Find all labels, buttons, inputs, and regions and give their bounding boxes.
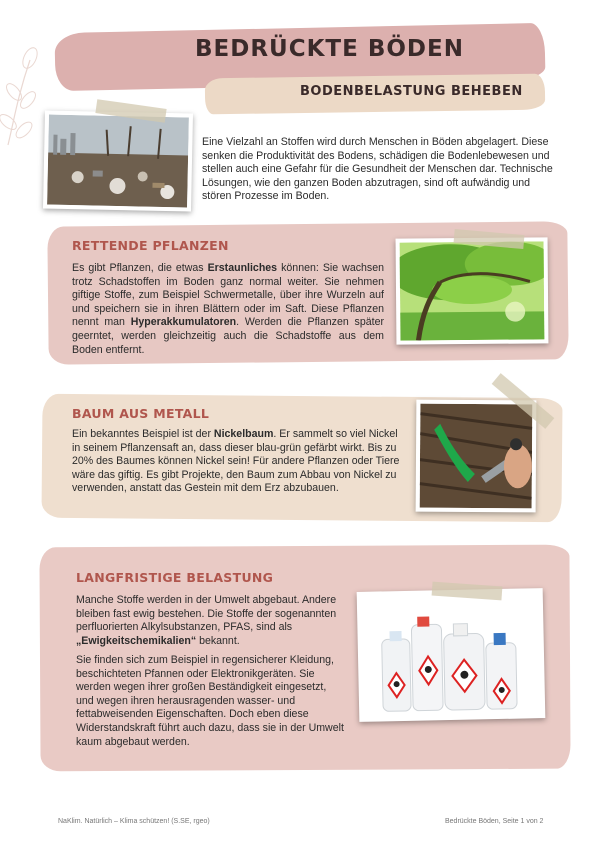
photo-nickel-tree-sap xyxy=(416,400,537,513)
footer-left: NaKlim. Natürlich – Klima schützen! (S.SE, rgeo) xyxy=(58,818,210,825)
section-heading-metal-tree: BAUM AUS METALL xyxy=(72,406,210,421)
section-text-metal-tree: Ein bekanntes Beispiel ist der Nickelbaum. Er sammelt so viel Nickel in seinem Pflanzensaft an, dass dieser blau-grün gefärbt wirkt. Bis zu 20% des Baumes können Nickel sein! Für andere Pflanzen oder Tiere wäre das giftig. Es gibt Projekte, den Baum zum Abbau von Nickel zu verwenden, anstatt das Gestein mit dem Erz abzubauen. xyxy=(72,428,400,495)
section-text-long-term-2: Sie finden sich zum Beispiel in regensicherer Kleidung, beschichteten Pfannen oder Elektronikgeräten. Sie werden wegen ihrer großen Beständigkeit eingesetzt, und wegen ihren herausragenden wasser- und fettabweisenden Eigenschaften. Doch eben diese Widerstandskraft führt auch dazu, dass sie in der Umwelt kaum abgebaut werden. xyxy=(76,654,344,748)
footer-right: Bedrückte Böden, Seite 1 von 2 xyxy=(445,818,544,825)
photo-green-tree xyxy=(396,237,549,344)
section-text-plants: Es gibt Pflanzen, die etwas Erstaunliches können: Sie wachsen trotz Schadstoffen im Boden ganz normal weiter. Sie nehmen giftige Stoffe, zum Beispiel Schwermetalle, über ihre Wurzeln auf und speichern sie in ihren Blättern oder im Saft. Diese Pflanzen nennt man Hyperakkumulatoren. Werden die Pflanzen später geerntet, werden gleichzeitig auch die Schadstoffe aus dem Boden entfernt. xyxy=(72,262,384,356)
intro-paragraph: Eine Vielzahl an Stoffen wird durch Menschen in Böden abgelagert. Diese senken die Produktivität des Bodens, schädigen die Bodenlebewesen und stellen auch eine Gefahr für die Gesundheit der Menschen dar. Technische Lösungen, wie den ganzen Boden abzutragen, sind oft aufwändig und stören Prozesse im Boden. xyxy=(202,136,553,203)
section-text-long-term-1: Manche Stoffe werden in der Umwelt abgebaut. Andere bleiben fast ewig bestehen. Die Stoffe der sogenannten perfluorierten Alkylsubstanzen, PFAS, sind als „Ewigkeitschemikalien“ bekannt. xyxy=(76,594,337,647)
leaf-branch-icon xyxy=(0,40,46,150)
photo-polluted-soil xyxy=(43,110,193,211)
page-title: BEDRÜCKTE BÖDEN xyxy=(195,36,464,62)
section-heading-plants: RETTENDE PFLANZEN xyxy=(72,238,229,253)
page-subtitle: BODENBELASTUNG BEHEBEN xyxy=(300,84,523,99)
section-heading-long-term: LANGFRISTIGE BELASTUNG xyxy=(76,570,274,585)
photo-chemical-bottles xyxy=(357,588,546,722)
